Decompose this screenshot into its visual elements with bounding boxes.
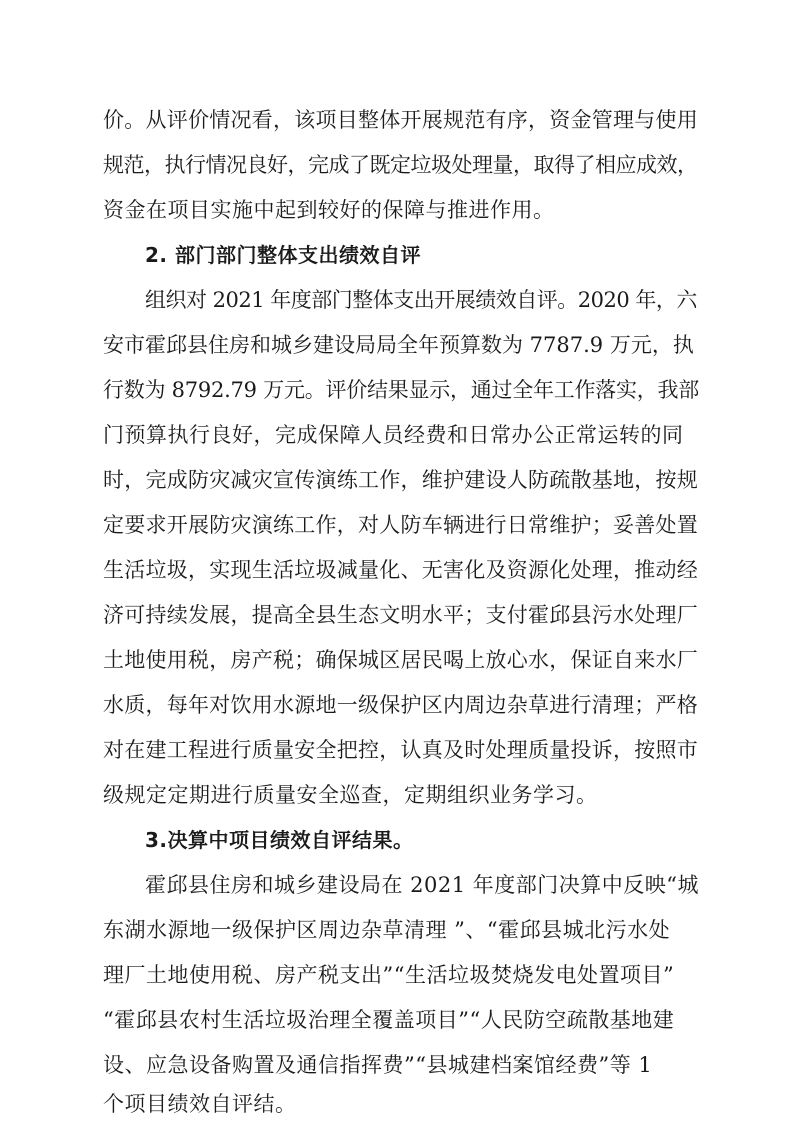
paragraph-line: 规范，执行情况良好，完成了既定垃圾处理量，取得了相应成效， [103, 153, 698, 177]
paragraph-line: 土地使用税，房产税；确保城区居民喝上放心水，保证自来水厂 [103, 648, 698, 672]
paragraph-line: 级规定定期进行质量安全巡查，定期组织业务学习。 [103, 783, 598, 807]
paragraph-line: 组织对 2021 年度部门整体支出开展绩效自评。2020 年，六 [145, 288, 697, 312]
paragraph-line: 生活垃圾，实现生活垃圾减量化、无害化及资源化处理，推动经 [103, 558, 698, 582]
paragraph-line: 霍邱县住房和城乡建设局在 2021 年度部门决算中反映“城 [145, 873, 700, 897]
paragraph-line: 对在建工程进行质量安全把控，认真及时处理质量投诉，按照市 [103, 738, 698, 762]
paragraph-line: 行数为 8792.79 万元。评价结果显示，通过全年工作落实，我部 [103, 378, 699, 402]
paragraph-line: 个项目绩效自评结。 [103, 1092, 297, 1116]
paragraph-line: 门预算执行良好，完成保障人员经费和日常办公正常运转的同 [103, 423, 684, 447]
section-heading-2: 2. 部门部门整体支出绩效自评 [145, 243, 421, 267]
paragraph-line: 东湖水源地一级保护区周边杂草清理 ”、“霍邱县城北污水处 [103, 918, 671, 942]
paragraph-line: 资金在项目实施中起到较好的保障与推进作用。 [103, 198, 555, 222]
paragraph-line: “霍邱县农村生活垃圾治理全覆盖项目”“人民防空疏散基地建 [103, 1008, 675, 1032]
paragraph-line: 定要求开展防灾演练工作，对人防车辆进行日常维护；妥善处置 [103, 513, 698, 537]
paragraph-line: 济可持续发展，提高全县生态文明水平；支付霍邱县污水处理厂 [103, 603, 698, 627]
paragraph-line: 安市霍邱县住房和城乡建设局局全年预算数为 7787.9 万元，执 [103, 333, 694, 357]
paragraph-line: 理厂土地使用税、房产税支出”“生活垃圾焚烧发电处置项目” [103, 963, 675, 987]
paragraph-line: 水质，每年对饮用水源地一级保护区内周边杂草进行清理；严格 [103, 693, 698, 717]
paragraph-line: 时，完成防灾减灾宣传演练工作，维护建设人防疏散基地，按规 [103, 468, 698, 492]
paragraph-line: 设、应急设备购置及通信指挥费”“县城建档案馆经费”等 1 [103, 1053, 653, 1077]
paragraph-line: 价。从评价情况看，该项目整体开展规范有序，资金管理与使用 [103, 108, 698, 132]
section-heading-3: 3.决算中项目绩效自评结果。 [145, 828, 414, 852]
